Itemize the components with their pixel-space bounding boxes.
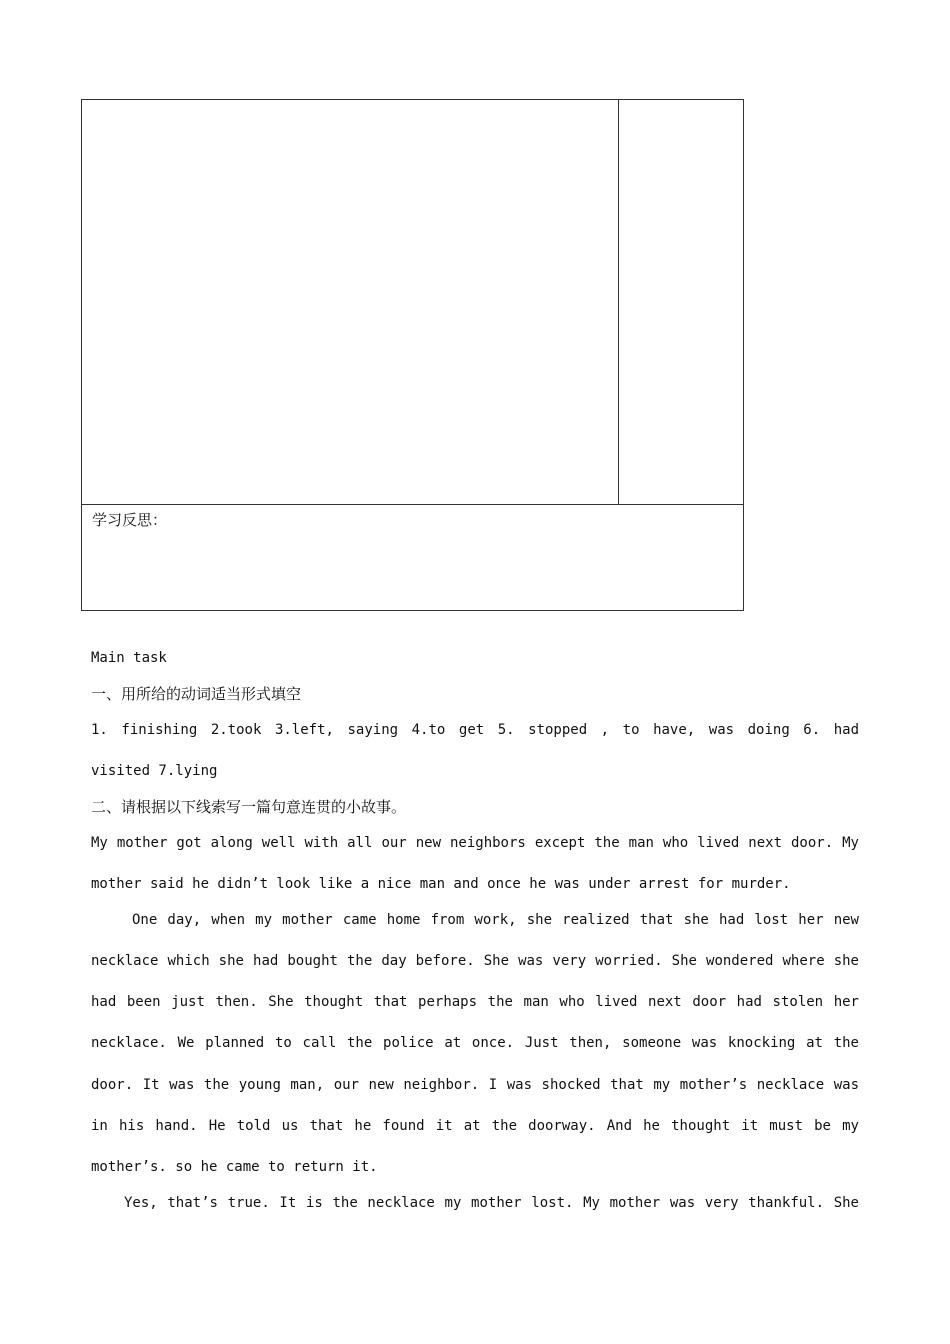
main-task-heading: Main task bbox=[91, 650, 167, 666]
table-cell-side bbox=[619, 100, 743, 504]
table-cell-reflection bbox=[82, 504, 743, 610]
story-line: necklace which she had bought the day before. She was very worried. She wondered where she bbox=[91, 953, 859, 969]
story-line: in his hand. He told us that he found it at the doorway. And he thought it must be my bbox=[91, 1118, 859, 1134]
table-cell-main bbox=[82, 100, 619, 504]
story-line: Yes, that’s true. It is the necklace my mother lost. My mother was very thankful. She bbox=[124, 1195, 859, 1211]
story-line: door. It was the young man, our new neighbor. I was shocked that my mother’s necklace was bbox=[91, 1077, 859, 1093]
section1-title: 一、用所给的动词适当形式填空 bbox=[91, 685, 302, 703]
story-line: My mother got along well with all our new neighbors except the man who lived next door. My bbox=[91, 835, 859, 851]
story-line: mother’s. so he came to return it. bbox=[91, 1159, 378, 1175]
story-line: mother said he didn’t look like a nice man and once he was under arrest for murder. bbox=[91, 876, 791, 892]
story-line: One day, when my mother came home from work, she realized that she had lost her new bbox=[132, 912, 859, 928]
blank-table bbox=[81, 99, 744, 611]
story-line: had been just then. She thought that perhaps the man who lived next door had stolen her bbox=[91, 994, 859, 1010]
reflection-label: 学习反思： bbox=[92, 511, 168, 529]
section2-title: 二、请根据以下线索写一篇句意连贯的小故事。 bbox=[91, 798, 407, 816]
answers-line-2: visited 7.lying bbox=[91, 763, 218, 779]
answers-line-1: 1. finishing 2.took 3.left, saying 4.to get 5. stopped , to have, was doing 6. had bbox=[91, 722, 859, 738]
story-line: necklace. We planned to call the police at once. Just then, someone was knocking at the bbox=[91, 1035, 859, 1051]
